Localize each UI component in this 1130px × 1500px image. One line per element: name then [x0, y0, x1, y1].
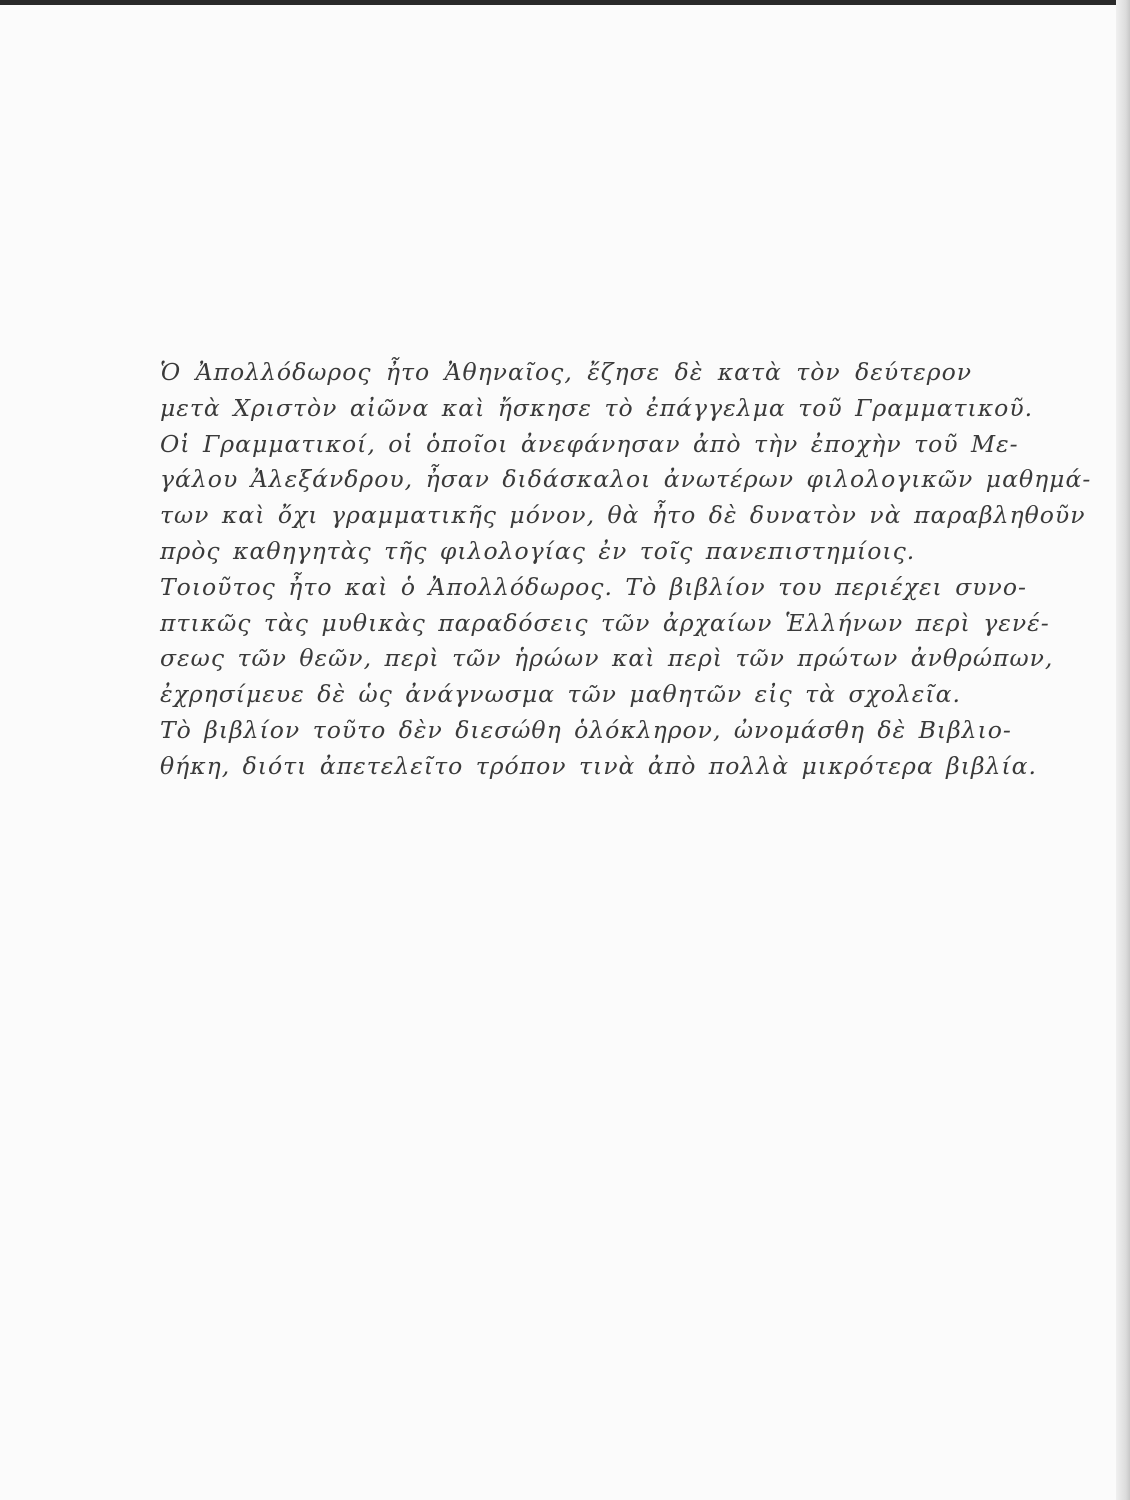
paragraph-3: [160, 570, 1054, 713]
text-line: Τὸ βιβλίον τοῦτο δὲν διεσώθη ὁλόκληρον, ὠνομάσθη δὲ Βιβλιο-: [160, 715, 1012, 744]
text-line: πτικῶς τὰς μυθικὰς παραδόσεις τῶν ἀρχαίων Ἑλλήνων περὶ γενέ-: [160, 608, 1050, 637]
text-line: θήκη, διότι ἀπετελεῖτο τρόπον τινὰ ἀπὸ πολλὰ μικρότερα βιβλία.: [160, 751, 1037, 780]
scan-right-edge: [1116, 0, 1130, 1500]
text-line: σεως τῶν θεῶν, περὶ τῶν ἡρώων καὶ περὶ τῶν πρώτων ἀνθρώπων,: [160, 644, 1054, 673]
paragraph-1: [160, 355, 1034, 427]
text-line: μετὰ Χριστὸν αἰῶνα καὶ ἤσκησε τὸ ἐπάγγελμα τοῦ Γραμματικοῦ.: [160, 393, 1034, 422]
text-line: πρὸς καθηγητὰς τῆς φιλολογίας ἐν τοῖς πανεπιστημίοις.: [160, 536, 916, 565]
text-line: Οἱ Γραμματικοί, οἱ ὁποῖοι ἀνεφάνησαν ἀπὸ τὴν ἐποχὴν τοῦ Με-: [160, 429, 1019, 458]
scan-top-edge: [0, 0, 1130, 5]
paragraph-2: [160, 427, 1092, 570]
body-text: [160, 355, 1092, 785]
text-line: των καὶ ὄχι γραμματικῆς μόνον, θὰ ἦτο δὲ δυνατὸν νὰ παραβληθοῦν: [160, 501, 1086, 530]
paragraph-4: [160, 713, 1037, 785]
text-line: Ὁ Ἀπολλόδωρος ἦτο Ἀθηναῖος, ἔζησε δὲ κατὰ τὸν δεύτερον: [160, 358, 972, 386]
text-line: γάλου Ἀλεξάνδρου, ἦσαν διδάσκαλοι ἀνωτέρων φιλολογικῶν μαθημά-: [160, 465, 1092, 494]
text-line: ἐχρησίμευε δὲ ὡς ἀνάγνωσμα τῶν μαθητῶν εἰς τὰ σχολεῖα.: [160, 680, 961, 709]
text-line: Τοιοῦτος ἦτο καὶ ὁ Ἀπολλόδωρος. Τὸ βιβλίον του περιέχει συνο-: [160, 572, 1027, 601]
